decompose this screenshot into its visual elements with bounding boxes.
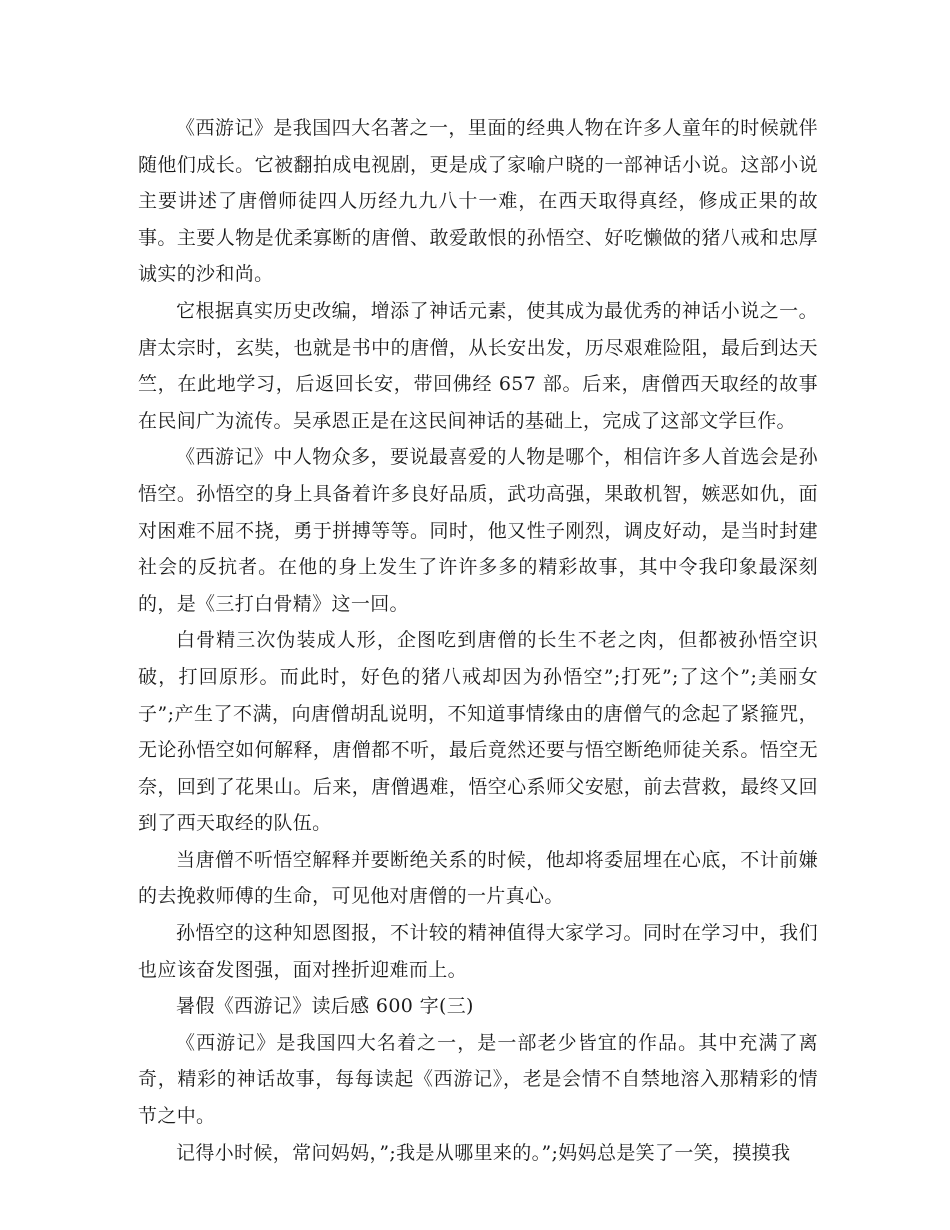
paragraph-childhood: 记得小时候，常问妈妈，”;我是从哪里来的。”;妈妈总是笑了一笑，摸摸我: [176, 1141, 791, 1164]
paragraph-lesson: 孙悟空的这种知恩图报，不计较的精神值得大家学习。同时在学习中，我们也应该奋发图强，面对挫折迎难而上。: [138, 922, 818, 981]
paragraph-white-bone-demon: 白骨精三次伪装成人形，企图吃到唐僧的长生不老之肉，但都被孙悟空识破，打回原形。而此时，好色的猪八戒却因为孙悟空”;打死”;了这个”;美丽女子”;产生了不满，向唐僧胡乱说明，不知道事情缘由的唐僧气的念起了紧箍咒，无论孙悟空如何解释，唐僧都不听，最后竟然还要与悟空断绝师徒关系。悟空无奈，回到了花果山。后来，唐僧遇难，悟空心系师父安慰，前去营救，最终又回到了西天取经的队伍。: [138, 629, 818, 835]
paragraph-history: 它根据真实历史改编，增添了神话元素，使其成为最优秀的神话小说之一。唐太宗时，玄奘，也就是书中的唐僧，从长安出发，历尽艰难险阻，最后到达天竺，在此地学习，后返回长安，带回佛经 657 部。后来，唐僧西天取经的故事在民间广为流传。吴承恩正是在这民间神话的基础上，完成了这部文学巨作。: [138, 299, 818, 432]
paragraph-essay-three-intro: 《西游记》是我国四大名着之一，是一部老少皆宜的作品。其中充满了离奇，精彩的神话故事，每每读起《西游记》，老是会情不自禁地溶入那精彩的情节之中。: [138, 1031, 818, 1128]
section-heading: 暑假《西游记》读后感 600 字(三): [176, 995, 474, 1018]
paragraph-intro: 《西游记》是我国四大名著之一，里面的经典人物在许多人童年的时候就伴随他们成长。它被翻拍成电视剧，更是成了家喻户晓的一部神话小说。这部小说主要讲述了唐僧师徒四人历经九九八十一难，在西天取得真经，修成正果的故事。主要人物是优柔寡断的唐僧、敢爱敢恨的孙悟空、好吃懒做的猪八戒和忠厚诚实的沙和尚。: [138, 117, 818, 286]
document-body: [138, 110, 818, 1171]
paragraph-loyalty: 当唐僧不听悟空解释并要断绝关系的时候，他却将委屈埋在心底，不计前嫌的去挽救师傅的生命，可见他对唐僧的一片真心。: [138, 848, 818, 908]
paragraph-characters: 《西游记》中人物众多，要说最喜爱的人物是哪个，相信许多人首选会是孙悟空。孙悟空的身上具备着许多良好品质，武功高强，果敢机智，嫉恶如仇，面对困难不屈不挠，勇于拼搏等等。同时，他又性子刚烈，调皮好动，是当时封建社会的反抗者。在他的身上发生了许许多多的精彩故事，其中令我印象最深刻的，是《三打白骨精》这一回。: [138, 446, 818, 615]
